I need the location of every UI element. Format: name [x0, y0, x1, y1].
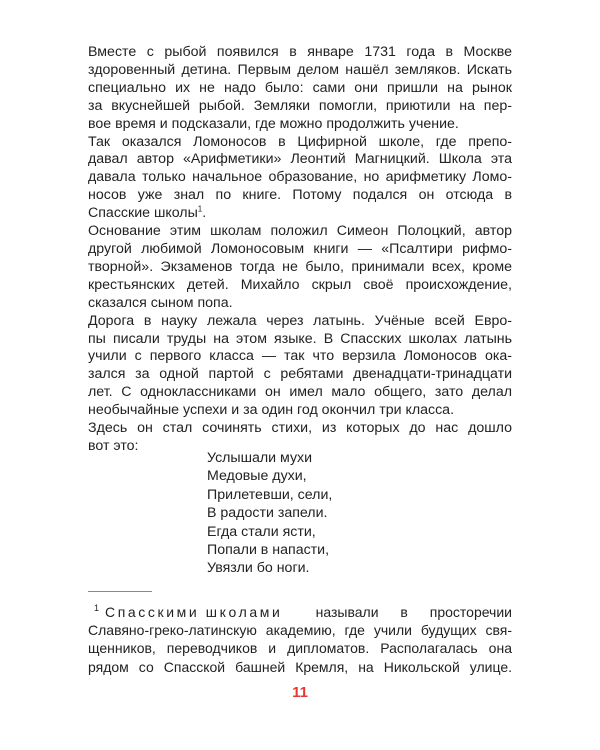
poem-line: Услышали мухи — [207, 450, 313, 466]
poem-line: Медовые духи, — [207, 468, 307, 485]
footnote-line: Славяно-греко-латинскую академию, где учили будущих свя- — [88, 622, 512, 639]
text-line: носов уже знал по книге. Потому подался он отсюда в — [88, 187, 512, 204]
footnote — [88, 603, 512, 676]
text-line: Вместе с рыбой появился в январе 1731 года в Москве — [88, 44, 512, 60]
poem-line: Попали в напасти, — [207, 542, 330, 559]
paragraph-4 — [88, 313, 512, 420]
text-line: здоровенный детина. Первым делом нашёл земляков. Искать — [88, 61, 512, 78]
page-number: 11 — [292, 684, 308, 701]
footnote-marker: 1 — [94, 603, 100, 614]
footnote-text: называли в просторечии — [315, 604, 512, 620]
text-line: крестьянских детей. Михайло скрыл своё происхождение, — [88, 276, 512, 293]
text-line: Здесь он стал сочинять стихи, из которых до нас дошло — [88, 420, 512, 437]
text-line: давал автор «Арифметики» Леонтий Магницкий. Школа эта — [88, 151, 512, 168]
text-line: Так оказался Ломоносов в Цифирной школе, где препо- — [88, 133, 512, 150]
text-line: другой любимой Ломоносовым книги — «Псалтири рифмо- — [88, 240, 512, 257]
footnote-reference: 1 — [197, 204, 203, 214]
text-line: Основание этим школам положил Симеон Полоцкий, автор — [88, 223, 512, 240]
footnote-separator — [88, 591, 152, 592]
text-line: Спасские школы$^1$. — [88, 204, 207, 222]
text-line: вот это: — [88, 437, 139, 454]
text-line: творной». Экзаменов тогда не было, принимали всех, кроме — [88, 258, 512, 275]
text-line: вое время и подсказали, где можно продолжить учение. — [88, 115, 459, 132]
paragraph-1 — [88, 44, 512, 134]
text-line: Дорога в науку лежала через латынь. Учёные всей Евро- — [88, 312, 512, 329]
text-line: за вкуснейшей рыбой. Земляки помогли, приютили на пер- — [88, 97, 512, 114]
text-line: пы писали труды на этом языке. В Спасских школах латынь — [88, 330, 512, 347]
text-fragment: Спасские школы — [88, 205, 198, 222]
poem — [207, 449, 332, 578]
footnote-line: щенников, переводчиков и дипломатов. Располагалась она — [88, 640, 512, 657]
footnote-term: Спасскими школами — [105, 604, 283, 620]
poem-line: Егда стали ясти, — [207, 523, 316, 540]
paragraph-3 — [88, 223, 512, 313]
text-line: зался за одной партой с ребятами двенадцати-тринадцати — [88, 366, 512, 383]
text-line: необычайные успехи и за один год окончил три класса. — [88, 402, 455, 419]
poem-line: Увязли бо ноги. — [207, 560, 310, 577]
poem-line: В радости запели. — [207, 505, 328, 522]
main-text — [88, 44, 512, 456]
paragraph-2 — [88, 134, 512, 224]
footnote-term-group — [88, 603, 282, 621]
poem-line: Прилетевши, сели, — [207, 486, 333, 503]
text-line: сказался сыном попа. — [88, 294, 233, 311]
text-line: давала только начальное образование, но арифметику Ломо- — [88, 169, 512, 186]
text-line: учили с первого класса — так что верзила Ломоносов ока- — [88, 348, 512, 365]
footnote-line — [88, 603, 512, 621]
footnote-line: рядом со Спасской башней Кремля, на Никольской улице. — [88, 658, 512, 675]
text-line: специально их не надо было: сами они пришли на рынок — [88, 79, 512, 96]
text-line: лет. С одноклассниками он имел мало общего, зато делал — [88, 384, 512, 401]
